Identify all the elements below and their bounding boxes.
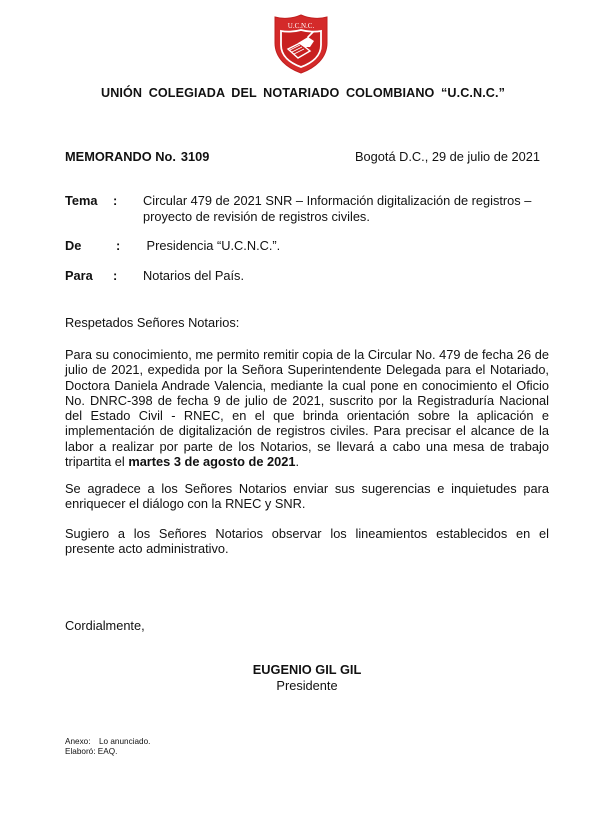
footer-notes <box>65 737 150 757</box>
greeting: Respetados Señores Notarios: <box>65 315 240 330</box>
logo-text: U.C.N.C. <box>287 22 315 30</box>
field-label-para: Para <box>65 268 93 283</box>
author-line <box>65 747 150 757</box>
paragraph-1-text: Para su conocimiento, me permito remitir copia de la Circular No. 479 de fecha 26 de julio de 2021, expedida por la Señora Superintendente Delegada para el Notariado, Doctora Daniela Andrade Valencia, mediante la cual pone en conocimiento el Oficio No. DNRC-398 de fecha 9 de julio de 2021, suscrito por la Registraduría Nacional del Estado Civil - RNEC, en el que brinda orientación sobre la aplicación e implementación de digitalización de registros civiles. Para precisar el alcance de la labor a realizar por parte de los Notarios, se llevará a cabo una mesa de trabajo tripartita el <box>65 347 549 470</box>
memo-number <box>65 149 209 164</box>
memo-number-value: 3109 <box>180 149 210 164</box>
closing: Cordialmente, <box>65 618 145 633</box>
field-value-tema: Circular 479 de 2021 SNR – Información digitalización de registros – proyecto de revisión de registros civiles. <box>143 193 532 224</box>
field-value-para: Notarios del País. <box>143 268 245 283</box>
body-paragraph-3: Sugiero a los Señores Notarios observar los lineamientos establecidos en el presente acto administrativo. <box>65 526 549 557</box>
signature-block <box>207 662 407 693</box>
organization-title: UNIÓN COLEGIADA DEL NOTARIADO COLOMBIANO “U.C.N.C.” <box>101 86 505 100</box>
ucnc-shield-icon <box>270 13 332 75</box>
paragraph-1-end: . <box>295 454 300 470</box>
field-label-tema: Tema <box>65 193 98 208</box>
field-value-de: Presidencia “U.C.N.C.”. <box>143 238 281 253</box>
field-colon: : <box>113 268 118 283</box>
annex-value: Lo anunciado. <box>99 737 151 746</box>
memo-date: Bogotá D.C., 29 de julio de 2021 <box>355 149 540 164</box>
body-paragraph-1 <box>65 347 549 469</box>
author-value: EAQ. <box>97 746 118 756</box>
field-colon: : <box>113 193 118 208</box>
ucnc-logo <box>270 13 332 75</box>
annex-line <box>65 737 150 747</box>
signer-name: EUGENIO GIL GIL <box>252 662 362 677</box>
body-paragraph-2: Se agradece a los Señores Notarios enviar sus sugerencias e inquietudes para enriquecer el diálogo con la RNEC y SNR. <box>65 481 549 512</box>
meeting-date: martes 3 de agosto de 2021 <box>128 454 296 470</box>
field-colon: : <box>116 238 121 253</box>
author-label: Elaboró: <box>65 746 96 756</box>
memo-label: MEMORANDO No. <box>65 149 176 164</box>
signer-role: Presidente <box>276 677 338 693</box>
field-label-de: De <box>65 238 82 253</box>
annex-label: Anexo: <box>65 737 91 746</box>
